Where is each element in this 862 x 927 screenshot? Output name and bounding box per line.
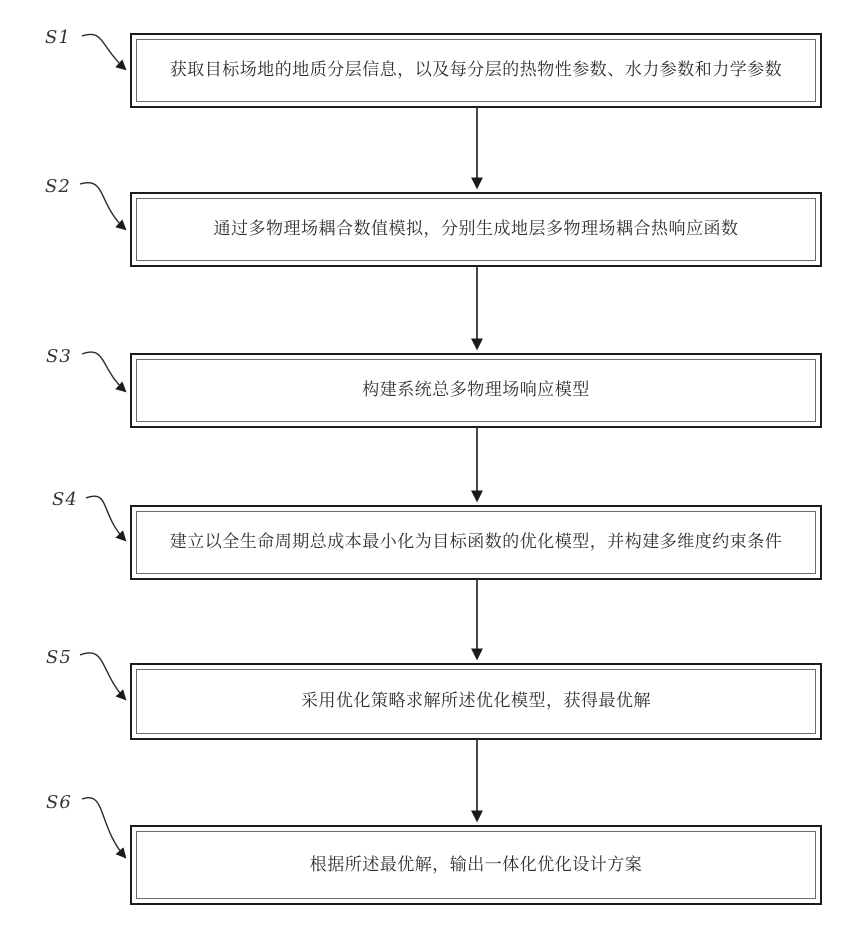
- process-box-inner-frame: [136, 831, 816, 899]
- process-box-text: 通过多物理场耦合数值模拟，分别生成地层多物理场耦合热响应函数: [213, 219, 739, 239]
- leader-s6: [82, 798, 125, 857]
- step-label-s5: S5: [46, 647, 72, 668]
- step-label-s6: S6: [46, 792, 72, 813]
- leader-s5: [80, 653, 125, 699]
- leader-s3: [82, 352, 125, 391]
- step-label-s2: S2: [45, 176, 71, 197]
- leader-s4: [86, 496, 125, 540]
- process-box-s2: [130, 192, 822, 267]
- process-box-inner-frame: [136, 669, 816, 734]
- process-box-s4: [130, 505, 822, 580]
- step-label-s3: S3: [46, 346, 72, 367]
- process-box-text: 采用优化策略求解所述优化模型，获得最优解: [301, 691, 651, 711]
- process-box-inner-frame: [136, 39, 816, 102]
- process-box-s3: [130, 353, 822, 428]
- process-box-s5: [130, 663, 822, 740]
- process-box-text: 构建系统总多物理场响应模型: [362, 380, 590, 400]
- process-box-text: 获取目标场地的地质分层信息，以及每分层的热物性参数、水力参数和力学参数: [169, 60, 783, 80]
- process-box-inner-frame: [136, 198, 816, 261]
- process-box-inner-frame: [136, 359, 816, 422]
- step-label-s4: S4: [52, 489, 78, 510]
- process-box-text: 建立以全生命周期总成本最小化为目标函数的优化模型，并构建多维度约束条件: [169, 532, 783, 552]
- process-box-s6: [130, 825, 822, 905]
- process-box-inner-frame: [136, 511, 816, 574]
- leader-s2: [80, 183, 125, 229]
- process-box-text: 根据所述最优解，输出一体化优化设计方案: [309, 854, 643, 874]
- process-box-s1: [130, 33, 822, 108]
- leader-s1: [82, 34, 125, 69]
- step-label-s1: S1: [45, 27, 71, 48]
